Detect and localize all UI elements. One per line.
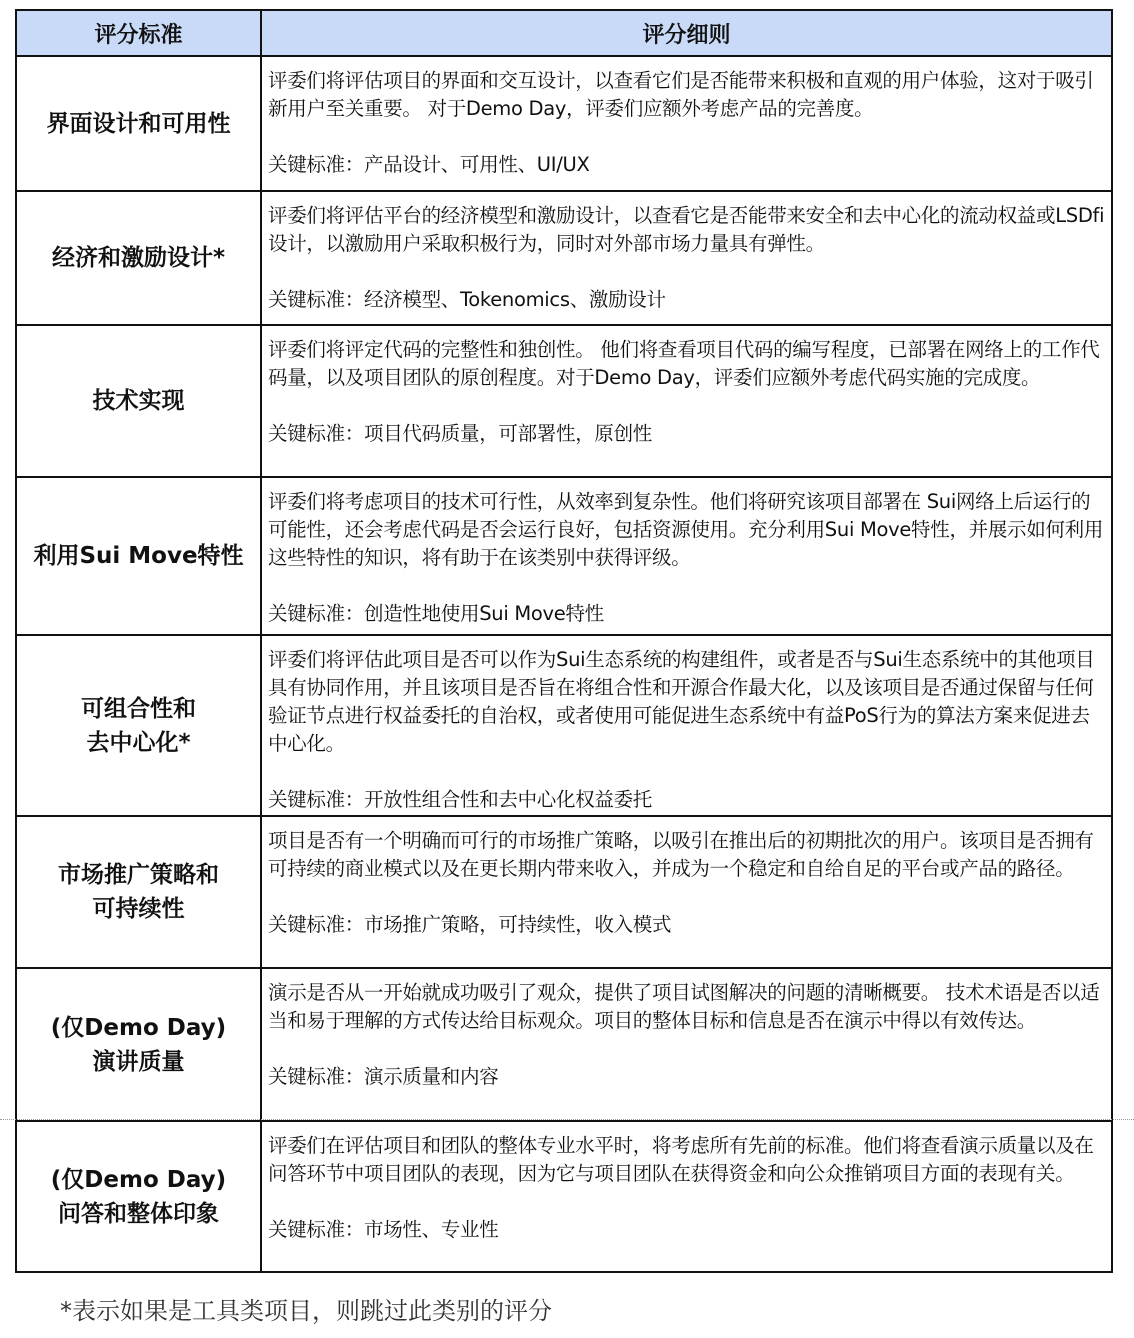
- detail-description: 演示是否从一开始就成功吸引了观众，提供了项目试图解决的问题的清晰概要。 技术术语是否以适当和易于理解的方式传达给目标观众。项目的整体目标和信息是否在演示中得以有效传达。: [268, 981, 1100, 1032]
- table-row: [16, 191, 1112, 325]
- footnote: *表示如果是工具类项目，则跳过此类别的评分: [60, 1297, 552, 1325]
- detail-cell: [261, 968, 1112, 1121]
- table-row: [16, 56, 1112, 191]
- table-header-row: [16, 10, 1112, 56]
- scoring-criteria-table: [15, 9, 1113, 1273]
- detail-key-criteria: 关键标准：产品设计、可用性、UI/UX: [268, 153, 590, 176]
- detail-key-criteria: 关键标准：经济模型、Tokenomics、激励设计: [268, 288, 666, 311]
- detail-cell: [261, 56, 1112, 191]
- detail-description: 评委们将评定代码的完整性和独创性。 他们将查看项目代码的编写程度，已部署在网络上的工作代码量，以及项目团队的原创程度。对于Demo Day，评委们应额外考虑代码实施的完成度。: [268, 338, 1100, 389]
- criterion-cell: 经济和激励设计*: [16, 191, 261, 325]
- detail-key-criteria: 关键标准：开放性组合性和去中心化权益委托: [268, 788, 653, 811]
- header-criteria: 评分标准: [16, 10, 261, 56]
- detail-key-criteria: 关键标准：项目代码质量，可部署性，原创性: [268, 422, 653, 445]
- criterion-cell: 技术实现: [16, 325, 261, 477]
- detail-description: 项目是否有一个明确而可行的市场推广策略，以吸引在推出后的初期批次的用户。该项目是否拥有可持续的商业模式以及在更长期内带来收入，并成为一个稳定和自给自足的平台或产品的路径。: [268, 829, 1094, 880]
- detail-description: 评委们将考虑项目的技术可行性，从效率到复杂性。他们将研究该项目部署在 Sui网络上后运行的可能性，还会考虑代码是否会运行良好，包括资源使用。充分利用Sui Move特性，并展示如何利用这些特性的知识，将有助于在该类别中获得评级。: [268, 490, 1104, 569]
- detail-cell: [261, 816, 1112, 968]
- table-row: [16, 325, 1112, 477]
- criterion-cell: 利用Sui Move特性: [16, 477, 261, 635]
- criterion-cell: (仅Demo Day) 演讲质量: [16, 968, 261, 1121]
- criterion-cell: 市场推广策略和 可持续性: [16, 816, 261, 968]
- detail-key-criteria: 关键标准：创造性地使用Sui Move特性: [268, 602, 604, 625]
- table-row: [16, 477, 1112, 635]
- header-details: 评分细则: [261, 10, 1112, 56]
- detail-key-criteria: 关键标准：演示质量和内容: [268, 1065, 499, 1088]
- table-row: [16, 968, 1112, 1121]
- page-break-divider: [0, 1119, 1134, 1120]
- detail-key-criteria: 关键标准：市场推广策略，可持续性，收入模式: [268, 913, 672, 936]
- table-row: [16, 816, 1112, 968]
- detail-cell: [261, 1121, 1112, 1272]
- table-row: [16, 635, 1112, 816]
- detail-description: 评委们将评估平台的经济模型和激励设计，以查看它是否能带来安全和去中心化的流动权益或LSDfi设计，以激励用户采取积极行为，同时对外部市场力量具有弹性。: [268, 204, 1105, 255]
- detail-description: 评委们将评估此项目是否可以作为Sui生态系统的构建组件，或者是否与Sui生态系统中的其他项目具有协同作用，并且该项目是否旨在将组合性和开源合作最大化，以及该项目是否通过保留与任何验证节点进行权益委托的自治权，或者使用可能促进生态系统中有益PoS行为的算法方案来促进去中心化。: [268, 648, 1095, 755]
- criterion-cell: 界面设计和可用性: [16, 56, 261, 191]
- criterion-cell: 可组合性和 去中心化*: [16, 635, 261, 816]
- detail-key-criteria: 关键标准：市场性、专业性: [268, 1218, 499, 1241]
- detail-description: 评委们在评估项目和团队的整体专业水平时，将考虑所有先前的标准。他们将查看演示质量以及在问答环节中项目团队的表现，因为它与项目团队在获得资金和向公众推销项目方面的表现有关。: [268, 1134, 1094, 1185]
- criterion-cell: (仅Demo Day) 问答和整体印象: [16, 1121, 261, 1272]
- detail-description: 评委们将评估项目的界面和交互设计，以查看它们是否能带来积极和直观的用户体验，这对于吸引新用户至关重要。 对于Demo Day，评委们应额外考虑产品的完善度。: [268, 69, 1094, 120]
- detail-cell: [261, 325, 1112, 477]
- detail-cell: [261, 477, 1112, 635]
- detail-cell: [261, 635, 1112, 816]
- scoring-criteria-table-wrapper: [15, 9, 1111, 1273]
- detail-cell: [261, 191, 1112, 325]
- table-row: [16, 1121, 1112, 1272]
